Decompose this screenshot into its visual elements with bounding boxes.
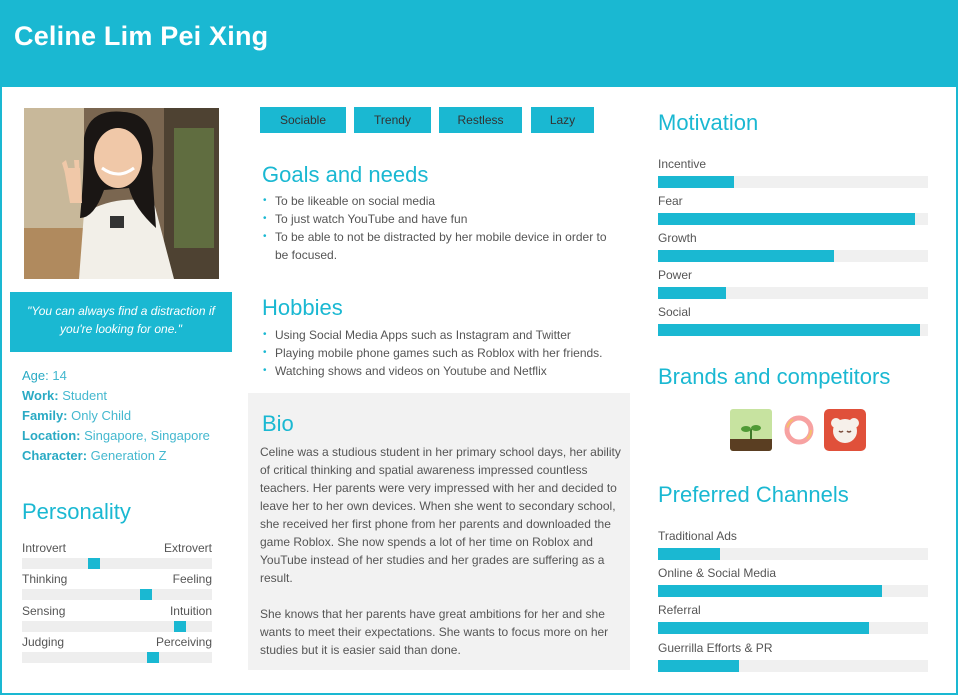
bio-paragraph: Celine was a studious student in her primary school days, her ability of critical thinking and spatial awareness impressed countless teachers. Her parents were very impressed with her and decided to leave her to her own devices. When she went to secondary school, she received her first phone from her parents and downloaded the game Roblox. She now spends a lot of her time on Roblox and YouTube instead of her studies and her grades are suffering as a result. xyxy=(260,445,621,585)
fact-label: Work: xyxy=(22,388,59,403)
hobbies-list xyxy=(262,326,632,380)
trait-slider-track xyxy=(22,621,212,632)
channels-meter xyxy=(658,566,928,600)
motivation-bar-fill xyxy=(658,176,734,188)
bio-panel xyxy=(248,393,630,670)
motivation-meter xyxy=(658,157,928,191)
channels-bar-fill xyxy=(658,660,739,672)
trait-slider-knob xyxy=(147,652,159,663)
trait-slider-track xyxy=(22,589,212,600)
goals-item: • To be likeable on social media xyxy=(262,192,622,210)
fact-row xyxy=(22,446,242,466)
hobbies-title: Hobbies xyxy=(262,295,343,320)
fact-row xyxy=(22,426,242,446)
motivation-label: Incentive xyxy=(658,157,707,171)
motivation-bar-fill xyxy=(658,250,834,262)
trait-right-label: Feeling xyxy=(172,572,212,586)
trait-slider-knob xyxy=(140,589,152,600)
motivation-label: Growth xyxy=(658,231,697,245)
trait-right-label: Perceiving xyxy=(155,635,212,649)
trait-slider-knob xyxy=(174,621,186,632)
channels-bar-fill xyxy=(658,622,869,634)
fact-label: Age: xyxy=(22,368,49,383)
trait-slider-knob xyxy=(88,558,100,569)
header-bar xyxy=(2,2,956,87)
bio-title: Bio xyxy=(262,411,294,436)
channels-label: Guerrilla Efforts & PR xyxy=(658,641,773,655)
goals-item: • To just watch YouTube and have fun xyxy=(262,210,622,228)
bio-paragraph: She knows that her parents have great ambitions for her and she wants to meet their expectations. She wants to focus more on her studies but it is easier said than done. xyxy=(260,607,609,657)
channels-label: Online & Social Media xyxy=(658,566,777,580)
trait-left-label: Sensing xyxy=(22,604,66,618)
personality-trait xyxy=(22,572,212,604)
motivation-label: Power xyxy=(658,268,693,282)
channels-label: Traditional Ads xyxy=(658,529,737,543)
motivation-bar-track xyxy=(658,250,928,262)
focus-ring-app-icon xyxy=(778,409,820,451)
channels-meter xyxy=(658,529,928,563)
hobbies-item: • Using Social Media Apps such as Instagram and Twitter xyxy=(262,326,632,344)
motivation-bar-fill xyxy=(658,213,915,225)
trait-right-label: Intuition xyxy=(169,604,212,618)
motivation-meter xyxy=(658,305,928,339)
hobbies-item: • Watching shows and videos on Youtube and Netflix xyxy=(262,362,632,380)
portrait-illustration xyxy=(24,108,219,279)
channels-bar-track xyxy=(658,660,928,672)
persona-name: Celine Lim Pei Xing xyxy=(14,21,269,51)
sleeping-face-app-icon xyxy=(824,409,866,451)
fact-value: Student xyxy=(58,388,108,403)
motivation-meter xyxy=(658,194,928,228)
hobbies-item: • Playing mobile phone games such as Roblox with her friends. xyxy=(262,344,632,362)
trait-left-label: Introvert xyxy=(22,541,67,555)
channels-bar-fill xyxy=(658,548,720,560)
trait-right-label: Extrovert xyxy=(163,541,212,555)
channels-bar-fill xyxy=(658,585,882,597)
fact-row xyxy=(22,366,242,386)
bio-text xyxy=(260,443,622,659)
fact-value: 14 xyxy=(48,368,67,383)
channels-bar-track xyxy=(658,585,928,597)
fact-row xyxy=(22,406,242,426)
persona-quote: "You can always find a distraction if you're looking for one." xyxy=(10,292,232,352)
channels-bar-track xyxy=(658,548,928,560)
goals-title: Goals and needs xyxy=(262,162,429,187)
motivation-bar-track xyxy=(658,213,928,225)
personality-trait xyxy=(22,604,212,636)
trait-tag: Restless xyxy=(439,107,522,133)
forest-app-icon xyxy=(730,409,772,451)
channels-bar-track xyxy=(658,622,928,634)
persona-photo xyxy=(24,108,219,279)
brands-title: Brands and competitors xyxy=(658,364,891,389)
goals-list xyxy=(262,192,622,264)
motivation-title: Motivation xyxy=(658,110,759,135)
personality-trait xyxy=(22,635,212,667)
trait-slider-track xyxy=(22,558,212,569)
channels-meter xyxy=(658,603,928,637)
trait-tag: Trendy xyxy=(354,107,431,133)
personality-title: Personality xyxy=(22,499,131,524)
channels-label: Referral xyxy=(658,603,701,617)
channels-title: Preferred Channels xyxy=(658,482,849,507)
fact-label: Family: xyxy=(22,408,68,423)
fact-value: Singapore, Singapore xyxy=(80,428,210,443)
fact-value: Generation Z xyxy=(87,448,167,463)
fact-row xyxy=(22,386,242,406)
trait-slider-track xyxy=(22,652,212,663)
motivation-meter xyxy=(658,231,928,265)
motivation-bar-track xyxy=(658,176,928,188)
motivation-label: Social xyxy=(658,305,691,319)
motivation-meter xyxy=(658,268,928,302)
motivation-bar-fill xyxy=(658,324,920,336)
motivation-bar-track xyxy=(658,287,928,299)
fact-value: Only Child xyxy=(67,408,132,423)
demographics xyxy=(22,366,242,466)
trait-tag: Sociable xyxy=(260,107,346,133)
fact-label: Location: xyxy=(22,428,81,443)
goals-item: • To be able to not be distracted by her mobile device in order to be focused. xyxy=(262,228,622,264)
motivation-bar-track xyxy=(658,324,928,336)
channels-meter xyxy=(658,641,928,675)
trait-tag: Lazy xyxy=(531,107,594,133)
motivation-label: Fear xyxy=(658,194,683,208)
personality-trait xyxy=(22,541,212,573)
trait-left-label: Judging xyxy=(22,635,65,649)
fact-label: Character: xyxy=(22,448,88,463)
motivation-bar-fill xyxy=(658,287,726,299)
trait-left-label: Thinking xyxy=(22,572,68,586)
